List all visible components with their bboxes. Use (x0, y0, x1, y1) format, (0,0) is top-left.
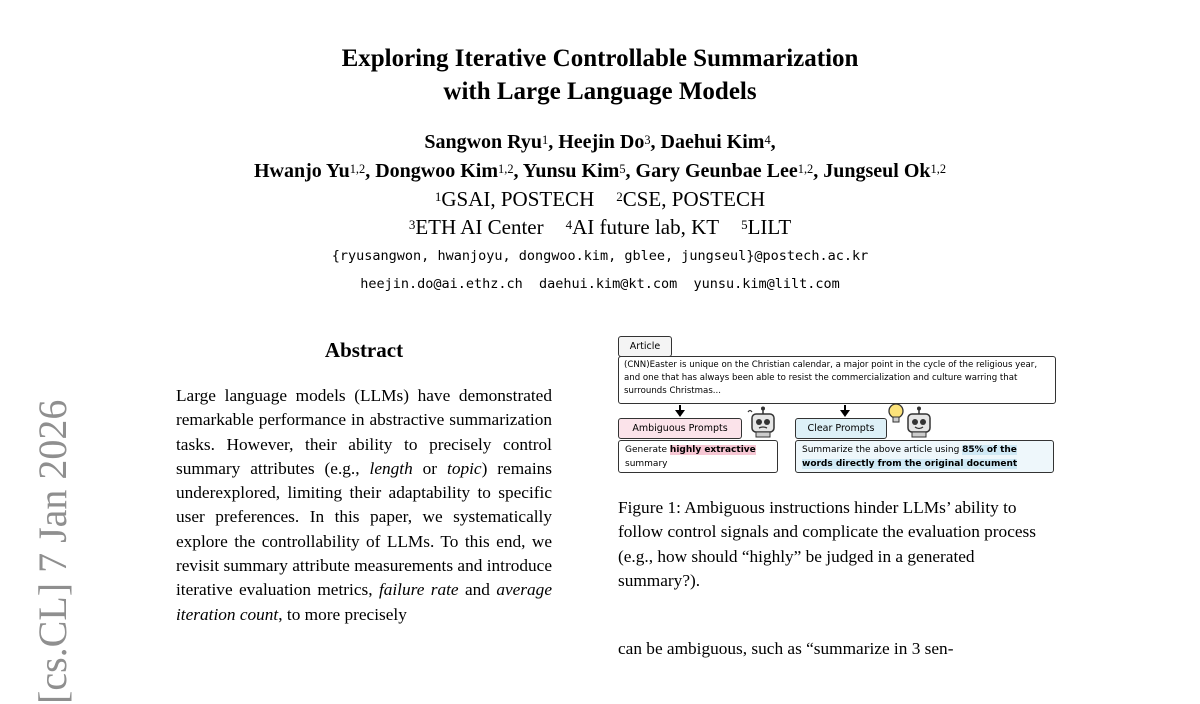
figure-caption: Figure 1: Ambiguous instructions hinder LLMs’ ability to follow control signals and complicate the evaluation process (e.g., how should “highly” be judged in a generated summary?). (618, 498, 1036, 590)
body-text: can be ambiguous, such as “summarize in 3 sen- (618, 639, 954, 658)
affiliation-mark: 1,2 (349, 162, 366, 177)
author-name: Yunsu Kim (522, 160, 620, 182)
affiliation-mark: 3 (644, 133, 651, 148)
abstract-heading: Abstract (324, 338, 404, 362)
prompt-highlight: 85% of the words directly from the original document (802, 445, 1018, 469)
author-line-1: Sangwon Ryu$^1$, Heejin Do$^3$, Daehui Kim$^4$, (424, 131, 776, 153)
affiliation-mark: 5 (619, 162, 626, 177)
arrow-down-icon (840, 410, 850, 417)
abstract-text: Large language models (LLMs) have demonstrated remarkable performance in abstractive summarization tasks. However, their ability to precisely control summary attributes (e.g., (176, 386, 552, 478)
prompt-text: summary (625, 459, 668, 469)
ambiguous-prompt-box (618, 440, 778, 473)
author-list (0, 128, 1200, 186)
ambiguous-prompts-tab: Ambiguous Prompts (618, 418, 742, 439)
affiliation-name: CSE, POSTECH (622, 187, 766, 211)
author-name: Gary Geunbae Lee (635, 160, 798, 182)
affiliation-mark: 1,2 (930, 162, 947, 177)
affiliation-number: 5 (741, 217, 748, 233)
affiliations (0, 185, 1200, 241)
arrow-down-icon (675, 410, 685, 417)
abstract-italic: length (369, 458, 413, 478)
affiliation-number: 3 (408, 217, 416, 233)
abstract-paragraph (176, 384, 552, 627)
affiliation-mark: 1,2 (797, 162, 814, 177)
author-name: Jungseul Ok (823, 160, 931, 182)
abstract-italic: average iteration count (176, 580, 552, 624)
author-name: Dongwoo Kim (375, 160, 499, 182)
affiliation-number: 1 (434, 189, 442, 205)
affiliation-number: 4 (565, 217, 573, 233)
affiliation-mark: 1 (542, 133, 549, 148)
affiliation-number: 2 (616, 189, 623, 205)
figure-1 (618, 336, 1058, 482)
author-name: Sangwon Ryu (424, 131, 543, 153)
abstract-text: , to more precisely (278, 604, 407, 624)
clear-prompts-tab: Clear Prompts (795, 418, 887, 439)
title-line-1: Exploring Iterative Controllable Summarization (341, 45, 859, 72)
article-box: (CNN)Easter is unique on the Christian calendar, a major point in the cycle of the religious year, and one that has always been able to resist the commercialization and culture warring that surrounds Christmas... (618, 356, 1056, 404)
affiliation-name: LILT (747, 215, 792, 239)
prompt-text: Summarize the above article using (802, 445, 963, 455)
affiliation-mark: 4 (764, 133, 771, 148)
affiliation-mark: 1,2 (498, 162, 514, 177)
prompt-text: Generate (625, 445, 670, 455)
abstract-text: and (458, 580, 497, 600)
email-line-1: {ryusangwon, hwanjoyu, dongwoo.kim, gblee, jungseul}@postech.ac.kr (331, 248, 869, 264)
arxiv-stamp: [cs.CL] 7 Jan 2026 (30, 399, 75, 704)
affiliation-line-2 (0, 213, 1200, 241)
email-address: yunsu.kim@lilt.com (693, 276, 840, 292)
email-address: daehui.kim@kt.com (539, 276, 678, 292)
article-tab: Article (618, 336, 672, 357)
author-name: Heejin Do (558, 131, 645, 153)
prompt-highlight: highly extractive (669, 445, 756, 455)
robot-confused-icon (746, 406, 780, 438)
author-name: Hwanjo Yu (253, 160, 350, 182)
author-line-2: Hwanjo Yu$^{1,2}$, Dongwoo Kim$^{1,2}$, Yunsu Kim$^5$, Gary Geunbae Lee$^{1,2}$, Jungseul Ok$^{1,2}$ (253, 160, 947, 182)
affiliation-name: ETH AI Center (415, 215, 544, 239)
affiliation-name: GSAI, POSTECH (441, 187, 595, 211)
robot-happy-icon (902, 406, 936, 438)
clear-prompt-box (795, 440, 1054, 473)
title-line-2: with Large Language Models (443, 78, 757, 105)
abstract-text: ) remains underexplored, limiting their adaptability to specific user preferences. In this paper, we systematically explore the controllability of LLMs. To this end, we revisit summary attribute measurements and introduce iterative evaluation metrics, (176, 458, 552, 600)
abstract-italic: topic (447, 458, 482, 478)
abstract-text: or (412, 458, 448, 478)
abstract-body (176, 384, 552, 627)
affiliation-line-1 (0, 185, 1200, 213)
abstract-italic: failure rate (378, 580, 459, 600)
email-address: heejin.do@ai.ethz.ch (360, 276, 523, 292)
paper-title (0, 42, 1200, 108)
affiliation-name: AI future lab, KT (572, 215, 720, 239)
email-line-2 (0, 276, 1200, 292)
author-name: Daehui Kim (660, 131, 765, 153)
